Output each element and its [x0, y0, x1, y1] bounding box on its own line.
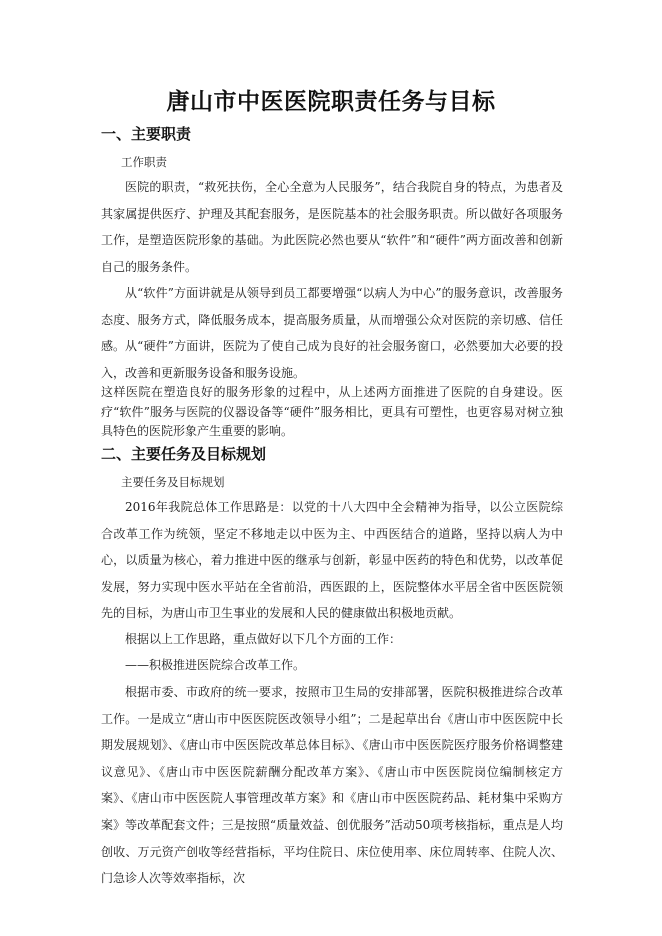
document-title: 唐山市中医医院职责任务与目标	[166, 89, 496, 115]
section1-paragraph-1: 医院的职责，“救死扶伤，全心全意为人民服务”，结合我院自身的特点，为患者及其家属提供医疗、护理及其配套服务，是医院基本的社会服务职责。所以做好各项服务工作，是塑造医院形象的基础。为此医院必然也要从“软件”和“硬件”两方面改善和创新自己的服务条件。	[101, 180, 563, 274]
section2-subheading: 主要任务及目标规划	[121, 475, 225, 489]
section2-heading: 二、主要任务及目标规划	[101, 445, 267, 463]
section2-paragraph-3: ——积极推进医院综合改革工作。	[125, 658, 306, 672]
section1-paragraph-2: 从“软件”方面讲就是从领导到员工都要增强“以病人为中心”的服务意识，改善服务态度、服务方式，降低服务成本，提高服务质量，从而增强公众对医院的亲切感、信任感。	[101, 286, 563, 354]
section1-paragraph-4: 这样医院在塑造良好的服务形象的过程中，从上述两方面推进了医院的自身建设。医疗“软件”服务与医院的仪器设备等“硬件”服务相比，更具有可塑性，也更容易对树立独具特色的医院形象产生重要的影响。	[101, 385, 563, 438]
section1-subheading: 工作职责	[121, 155, 167, 169]
section1-heading: 一、主要职责	[101, 125, 192, 143]
section2-paragraph-2: 根据以上工作思路，重点做好以下几个方面的工作：	[125, 632, 402, 646]
section2-paragraph-1: 2016年我院总体工作思路是：以党的十八大四中全会精神为指导，以公立医院综合改革工作为统领，坚定不移地走以中医为主、中西医结合的道路，坚持以病人为中心，以质量为核心，着力推进中医的继承与创新，彰显中医药的特色和优势，以改革促发展，努力实现中医水平站在全省前沿，西医跟的上，医院整体水平居全省中医医院领先的目标，为唐山市卫生事业的发展和人民的健康做出积极地贡献。	[101, 500, 563, 621]
section1-paragraph-3: 从“硬件”方面讲，医院为了使自己成为良好的社会服务窗口，必然要加大必要的投入，改善和更新服务设备和服务设施。	[101, 339, 563, 380]
section2-paragraph-4: 根据市委、市政府的统一要求，按照市卫生局的安排部署，医院积极推进综合改革工作。一是成立“唐山市中医医院医改领导小组”；二是起草出台《唐山市中医医院中长期发展规划》、《唐山市中医医院改革总体目标》、《唐山市中医医院医疗服务价格调整建议意见》、《唐山市中医医院薪酬分配改革方案》、《唐山市中医医院岗位编制核定方案》、《唐山市中医医院人事管理改革方案》和《唐山市中医医院药品、耗材集中采购方案》等改革配套文件；三是按照“质量效益、创优服务”活动50项考核指标，重点是人均创收、万元资产创收等经营指标，平均住院日、床位使用率、床位周转率、住院人次、门急诊人次等效率指标，次	[101, 685, 563, 886]
